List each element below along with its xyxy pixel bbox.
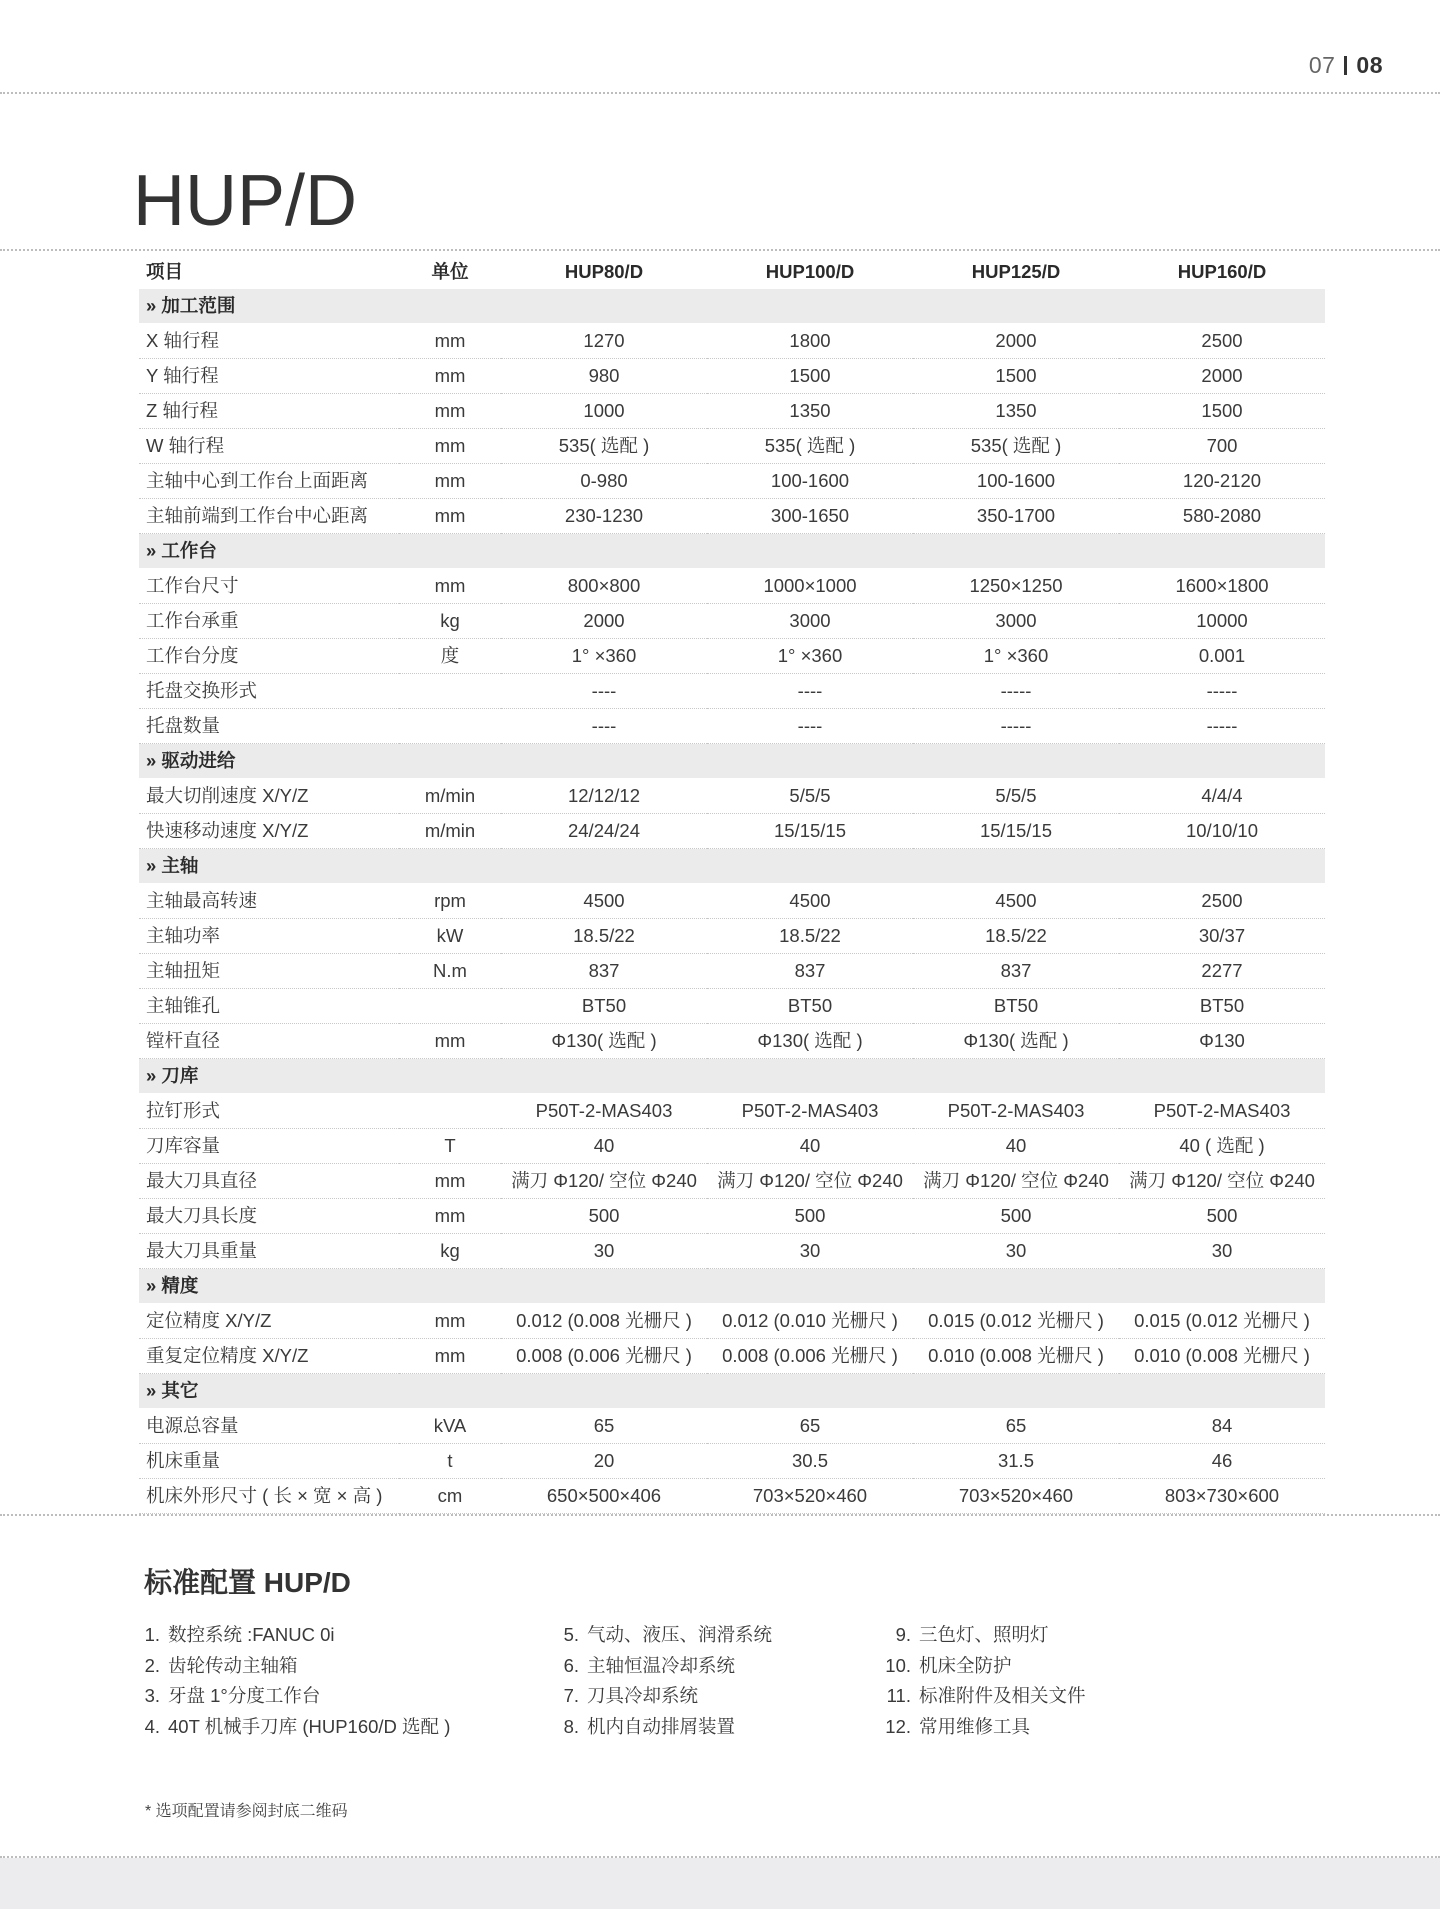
cell-hup160: P50T-2-MAS403 [1119,1094,1325,1129]
standard-config-item [873,1712,1086,1743]
cell-hup160: 0.010 (0.008 光栅尺 ) [1119,1339,1325,1374]
standard-config-item [873,1651,1086,1682]
cell-hup160: 84 [1119,1409,1325,1444]
cell-unit: 度 [399,639,501,674]
table-bottom-dotted-divider [0,1514,1440,1516]
table-row [139,919,1325,954]
cell-item: 主轴最高转速 [139,884,399,919]
table-row [139,359,1325,394]
cell-hup80: 30 [501,1234,707,1269]
cell-hup80: 1° ×360 [501,639,707,674]
table-row [139,1164,1325,1199]
cell-hup80: 980 [501,359,707,394]
cell-hup100: 1350 [707,394,913,429]
cell-hup160: 2500 [1119,884,1325,919]
page-number-separator [1344,56,1347,75]
cell-hup100: 0.012 (0.010 光栅尺 ) [707,1304,913,1339]
cell-item: 电源总容量 [139,1409,399,1444]
cell-hup160: 满刀 Φ120/ 空位 Φ240 [1119,1164,1325,1199]
cell-hup125: 4500 [913,884,1119,919]
cell-hup125: 0.010 (0.008 光栅尺 ) [913,1339,1119,1374]
cell-hup160: 0.001 [1119,639,1325,674]
standard-config-item-text: 三色灯、照明灯 [919,1624,1049,1645]
header-hup100: HUP100/D [765,261,855,282]
standard-config-item-text: 标准附件及相关文件 [919,1685,1086,1706]
cell-item: X 轴行程 [139,324,399,359]
cell-item: 最大切削速度 X/Y/Z [139,779,399,814]
cell-hup100: 40 [707,1129,913,1164]
standard-config-item-text: 主轴恒温冷却系统 [587,1654,736,1676]
standard-config-item-text: 机内自动排屑装置 [587,1715,736,1737]
table-row [139,1479,1325,1514]
cell-hup125: 1350 [913,394,1119,429]
cell-unit: rpm [399,884,501,919]
standard-config-item-text: 牙盘 1°分度工作台 [168,1685,321,1706]
cell-hup125: Φ130( 选配 ) [913,1024,1119,1059]
standard-config-item-number: 2. [144,1654,160,1676]
cell-hup80: ---- [501,674,707,709]
cell-hup100: 1500 [707,359,913,394]
header-item: 项目 [146,261,184,282]
footnote: * 选项配置请参阅封底二维码 [145,1803,348,1820]
cell-item: 最大刀具重量 [139,1234,399,1269]
cell-hup125: P50T-2-MAS403 [913,1094,1119,1129]
cell-hup160: 580-2080 [1119,499,1325,534]
section-header-row [139,1374,1325,1409]
standard-config-item-number: 5. [563,1624,579,1645]
cell-item: 工作台尺寸 [139,569,399,604]
cell-hup125: 500 [913,1199,1119,1234]
standard-config-column-2 [563,1620,772,1742]
cell-hup125: 15/15/15 [913,814,1119,849]
cell-unit: mm [399,324,501,359]
cell-hup160: 46 [1119,1444,1325,1479]
cell-hup125: 31.5 [913,1444,1119,1479]
cell-hup160: 1600×1800 [1119,569,1325,604]
section-title: » 加工范围 [139,289,1325,324]
cell-unit: t [399,1444,501,1479]
cell-hup160: 500 [1119,1199,1325,1234]
cell-hup160: 40 ( 选配 ) [1119,1129,1325,1164]
cell-hup125: 1250×1250 [913,569,1119,604]
bottom-band [0,1858,1440,1909]
standard-config-item [563,1681,772,1712]
cell-item: Y 轴行程 [139,359,399,394]
cell-hup125: ----- [913,674,1119,709]
cell-hup80: 1270 [501,324,707,359]
section-header-row [139,534,1325,569]
cell-hup160: Φ130 [1119,1024,1325,1059]
table-row [139,1094,1325,1129]
cell-hup100: 30.5 [707,1444,913,1479]
table-row [139,814,1325,849]
table-row [139,1199,1325,1234]
cell-hup160: 803×730×600 [1119,1479,1325,1514]
standard-config-item [144,1620,450,1651]
cell-hup100: 4500 [707,884,913,919]
standard-config-column-3 [873,1620,1086,1742]
section-title: » 刀库 [139,1059,1325,1094]
cell-unit [399,674,501,709]
header-hup125: HUP125/D [971,261,1061,282]
standard-config-item [563,1620,772,1651]
table-row [139,709,1325,744]
standard-config-item [144,1681,450,1712]
cell-hup80: 4500 [501,884,707,919]
cell-item: 主轴扭矩 [139,954,399,989]
cell-hup160: 30 [1119,1234,1325,1269]
standard-config-item-number: 10. [885,1654,911,1676]
cell-item: 主轴功率 [139,919,399,954]
header-hup80: HUP80/D [564,261,644,282]
cell-hup80: 18.5/22 [501,919,707,954]
cell-item: 机床外形尺寸 ( 长 × 宽 × 高 ) [139,1479,399,1514]
spec-table-body [139,289,1325,1514]
table-row [139,1339,1325,1374]
cell-hup160: 4/4/4 [1119,779,1325,814]
cell-hup80: 24/24/24 [501,814,707,849]
cell-hup125: 2000 [913,324,1119,359]
table-row [139,884,1325,919]
cell-hup100: 3000 [707,604,913,639]
cell-hup125: 30 [913,1234,1119,1269]
table-row [139,569,1325,604]
standard-config-item-text: 数控系统 :FANUC 0i [168,1624,335,1645]
table-row [139,1444,1325,1479]
cell-item: 主轴中心到工作台上面距离 [139,464,399,499]
cell-hup100: 65 [707,1409,913,1444]
cell-hup125: 535( 选配 ) [913,429,1119,464]
cell-unit: mm [399,359,501,394]
cell-hup100: 300-1650 [707,499,913,534]
standard-config-item [144,1651,450,1682]
standard-config-item-number: 3. [144,1685,160,1706]
cell-hup80: ---- [501,709,707,744]
cell-hup125: BT50 [913,989,1119,1024]
table-row [139,674,1325,709]
cell-hup100: 703×520×460 [707,1479,913,1514]
cell-hup125: 1° ×360 [913,639,1119,674]
standard-config-item-number: 11. [886,1685,911,1706]
cell-hup125: 350-1700 [913,499,1119,534]
standard-config-item-text: 刀具冷却系统 [587,1685,699,1706]
section-title: » 工作台 [139,534,1325,569]
standard-config-item [873,1620,1086,1651]
cell-item: 工作台分度 [139,639,399,674]
cell-unit: mm [399,464,501,499]
cell-hup125: 65 [913,1409,1119,1444]
cell-hup80: 0.008 (0.006 光栅尺 ) [501,1339,707,1374]
standard-config-item-number: 1. [144,1624,160,1645]
standard-config-item-text: 气动、液压、润滑系统 [587,1624,773,1645]
cell-hup100: 1° ×360 [707,639,913,674]
cell-hup100: 837 [707,954,913,989]
cell-item: 拉钉形式 [139,1094,399,1129]
cell-hup80: BT50 [501,989,707,1024]
table-row [139,1304,1325,1339]
cell-unit: T [399,1129,501,1164]
standard-config-item-text: 常用维修工具 [919,1715,1031,1737]
cell-hup100: 5/5/5 [707,779,913,814]
cell-hup100: 535( 选配 ) [707,429,913,464]
cell-hup125: 5/5/5 [913,779,1119,814]
cell-hup125: 3000 [913,604,1119,639]
cell-item: Z 轴行程 [139,394,399,429]
table-row [139,394,1325,429]
cell-hup100: 18.5/22 [707,919,913,954]
cell-unit: mm [399,499,501,534]
cell-unit [399,1094,501,1129]
header-unit: 单位 [431,261,469,282]
table-header-row [139,255,1325,289]
cell-item: 重复定位精度 X/Y/Z [139,1339,399,1374]
cell-hup80: 20 [501,1444,707,1479]
standard-config-item [873,1681,1086,1712]
table-row [139,1024,1325,1059]
cell-hup100: 1000×1000 [707,569,913,604]
table-row [139,639,1325,674]
cell-hup80: 满刀 Φ120/ 空位 Φ240 [501,1164,707,1199]
cell-unit: mm [399,1164,501,1199]
cell-item: 主轴锥孔 [139,989,399,1024]
cell-unit: kW [399,919,501,954]
cell-hup80: 500 [501,1199,707,1234]
cell-hup100: 1800 [707,324,913,359]
cell-hup100: 15/15/15 [707,814,913,849]
section-title: » 驱动进给 [139,744,1325,779]
cell-hup100: ---- [707,674,913,709]
cell-hup160: 120-2120 [1119,464,1325,499]
cell-hup80: 0.012 (0.008 光栅尺 ) [501,1304,707,1339]
standard-config-item-text: 齿轮传动主轴箱 [168,1654,298,1676]
section-title: » 精度 [139,1269,1325,1304]
cell-item: 最大刀具直径 [139,1164,399,1199]
cell-item: 镗杆直径 [139,1024,399,1059]
cell-hup160: ----- [1119,709,1325,744]
cell-hup80: 650×500×406 [501,1479,707,1514]
cell-hup100: 0.008 (0.006 光栅尺 ) [707,1339,913,1374]
cell-hup125: 703×520×460 [913,1479,1119,1514]
table-row [139,779,1325,814]
section-title: » 主轴 [139,849,1325,884]
cell-unit: m/min [399,814,501,849]
cell-item: 最大刀具长度 [139,1199,399,1234]
cell-hup125: 1500 [913,359,1119,394]
standard-config-item [563,1651,772,1682]
page-number [1309,52,1383,79]
standard-config-item-number: 4. [144,1715,160,1737]
cell-hup80: 12/12/12 [501,779,707,814]
cell-item: 机床重量 [139,1444,399,1479]
standard-config-title: 标准配置 HUP/D [144,1567,351,1598]
header-hup160: HUP160/D [1177,261,1267,282]
section-header-row [139,1269,1325,1304]
table-row [139,604,1325,639]
cell-hup100: 30 [707,1234,913,1269]
page-title: HUP/D [133,161,358,241]
cell-item: 快速移动速度 X/Y/Z [139,814,399,849]
cell-hup125: 满刀 Φ120/ 空位 Φ240 [913,1164,1119,1199]
cell-hup100: ---- [707,709,913,744]
table-row [139,324,1325,359]
cell-hup100: BT50 [707,989,913,1024]
cell-hup160: 700 [1119,429,1325,464]
cell-unit: mm [399,1024,501,1059]
table-row [139,499,1325,534]
cell-unit: mm [399,1339,501,1374]
cell-hup100: 满刀 Φ120/ 空位 Φ240 [707,1164,913,1199]
section-header-row [139,289,1325,324]
cell-hup125: 837 [913,954,1119,989]
cell-hup160: ----- [1119,674,1325,709]
cell-hup80: 40 [501,1129,707,1164]
cell-unit: mm [399,394,501,429]
standard-config-item-number: 7. [563,1685,579,1706]
cell-hup160: BT50 [1119,989,1325,1024]
cell-unit: cm [399,1479,501,1514]
cell-unit: m/min [399,779,501,814]
cell-unit: mm [399,429,501,464]
top-dotted-divider [0,92,1440,94]
standard-config-item-number: 9. [895,1624,911,1645]
cell-item: W 轴行程 [139,429,399,464]
cell-unit: kVA [399,1409,501,1444]
cell-hup125: 18.5/22 [913,919,1119,954]
cell-item: 托盘交换形式 [139,674,399,709]
cell-hup100: P50T-2-MAS403 [707,1094,913,1129]
spec-table [139,255,1325,1514]
cell-hup160: 10/10/10 [1119,814,1325,849]
table-row [139,954,1325,989]
standard-config-item-number: 6. [563,1654,579,1676]
cell-unit: mm [399,1304,501,1339]
cell-unit [399,989,501,1024]
cell-hup100: 100-1600 [707,464,913,499]
cell-unit: kg [399,604,501,639]
cell-hup160: 2000 [1119,359,1325,394]
cell-hup125: ----- [913,709,1119,744]
cell-item: 工作台承重 [139,604,399,639]
cell-hup160: 2500 [1119,324,1325,359]
cell-hup80: 230-1230 [501,499,707,534]
cell-hup80: 0-980 [501,464,707,499]
page-number-left: 07 [1308,52,1336,78]
section-title: » 其它 [139,1374,1325,1409]
cell-unit: kg [399,1234,501,1269]
cell-hup80: 800×800 [501,569,707,604]
standard-config-item-text: 40T 机械手刀库 (HUP160/D 选配 ) [168,1715,451,1737]
standard-config-item-text: 机床全防护 [919,1654,1012,1676]
section-header-row [139,1059,1325,1094]
standard-config-column-1 [144,1620,450,1742]
standard-config-item [563,1712,772,1743]
table-row [139,989,1325,1024]
cell-hup160: 0.015 (0.012 光栅尺 ) [1119,1304,1325,1339]
cell-unit: mm [399,569,501,604]
cell-hup160: 1500 [1119,394,1325,429]
table-row [139,429,1325,464]
cell-item: 刀库容量 [139,1129,399,1164]
cell-hup125: 0.015 (0.012 光栅尺 ) [913,1304,1119,1339]
section-header-row [139,744,1325,779]
cell-hup80: 1000 [501,394,707,429]
cell-item: 主轴前端到工作台中心距离 [139,499,399,534]
cell-hup100: Φ130( 选配 ) [707,1024,913,1059]
cell-hup80: 837 [501,954,707,989]
section-header-row [139,849,1325,884]
cell-item: 定位精度 X/Y/Z [139,1304,399,1339]
cell-hup80: 535( 选配 ) [501,429,707,464]
page-number-right: 08 [1356,52,1383,78]
cell-hup160: 10000 [1119,604,1325,639]
cell-hup80: 65 [501,1409,707,1444]
table-row [139,1234,1325,1269]
standard-config-item-number: 8. [563,1715,579,1737]
standard-config-item [144,1712,450,1743]
cell-hup160: 2277 [1119,954,1325,989]
cell-hup125: 40 [913,1129,1119,1164]
cell-unit: N.m [399,954,501,989]
cell-hup160: 30/37 [1119,919,1325,954]
cell-unit [399,709,501,744]
cell-hup100: 500 [707,1199,913,1234]
standard-config-item-number: 12. [885,1715,911,1737]
table-row [139,1129,1325,1164]
cell-item: 托盘数量 [139,709,399,744]
cell-hup80: P50T-2-MAS403 [501,1094,707,1129]
title-dotted-divider [0,249,1440,251]
table-row [139,1409,1325,1444]
cell-unit: mm [399,1199,501,1234]
cell-hup125: 100-1600 [913,464,1119,499]
table-row [139,464,1325,499]
cell-hup80: 2000 [501,604,707,639]
cell-hup80: Φ130( 选配 ) [501,1024,707,1059]
